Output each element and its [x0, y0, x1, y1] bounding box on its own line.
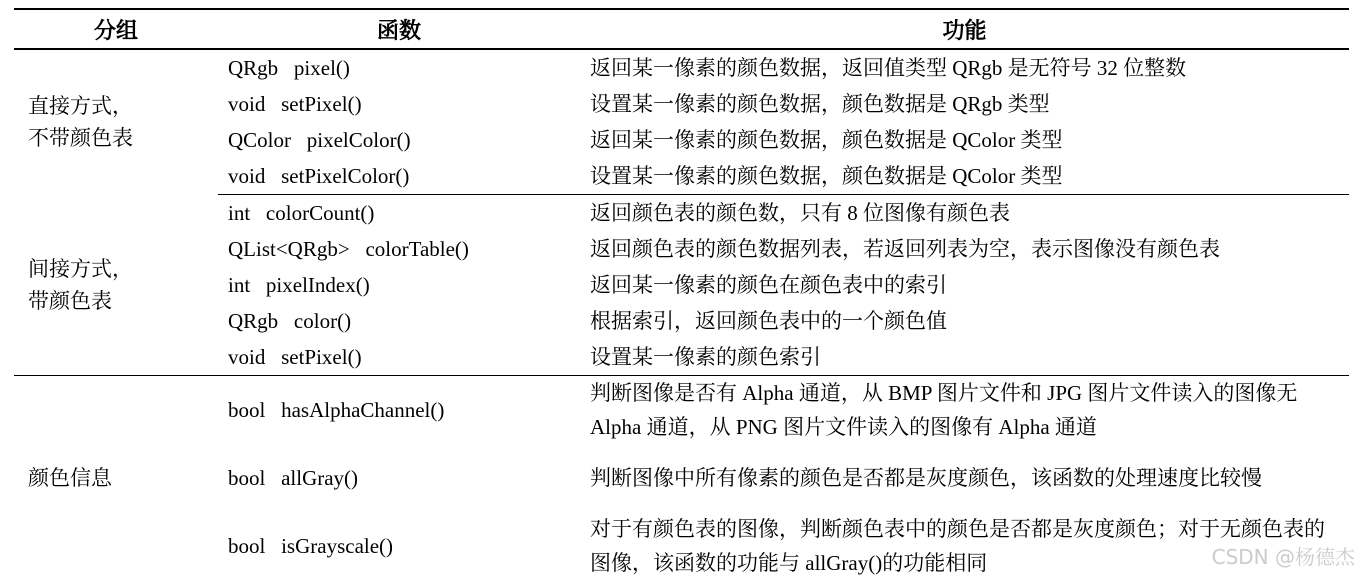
- function-cell: int pixelIndex(): [218, 267, 580, 303]
- header-group: 分组: [14, 9, 218, 49]
- description-cell: 判断图像中所有像素的颜色是否都是灰度颜色，该函数的处理速度比较慢: [580, 444, 1349, 512]
- group-label-line1: 颜色信息: [28, 462, 218, 494]
- description-cell: 返回某一像素的颜色数据，颜色数据是 QColor 类型: [580, 122, 1349, 158]
- group-cell-indirect: [14, 195, 218, 376]
- group-label-line1: 间接方式，: [28, 253, 218, 285]
- function-cell: QRgb color(): [218, 303, 580, 339]
- group-label-line2: 不带颜色表: [28, 122, 218, 154]
- function-cell: bool isGrayscale(): [218, 512, 580, 580]
- table-row: [14, 195, 1349, 232]
- function-cell: void setPixelColor(): [218, 158, 580, 195]
- table-header-row: [14, 9, 1349, 49]
- description-cell: 设置某一像素的颜色数据，颜色数据是 QColor 类型: [580, 158, 1349, 195]
- description-cell: 根据索引，返回颜色表中的一个颜色值: [580, 303, 1349, 339]
- table-row: [14, 376, 1349, 445]
- description-cell: 返回颜色表的颜色数据列表，若返回列表为空，表示图像没有颜色表: [580, 231, 1349, 267]
- table-row: [14, 49, 1349, 86]
- function-cell: QColor pixelColor(): [218, 122, 580, 158]
- image-function-table-container: [14, 8, 1349, 580]
- image-function-table: [14, 8, 1349, 580]
- function-cell: bool allGray(): [218, 444, 580, 512]
- description-cell: 返回某一像素的颜色在颜色表中的索引: [580, 267, 1349, 303]
- group-label-line1: 直接方式，: [28, 90, 218, 122]
- header-description: 功能: [580, 9, 1349, 49]
- description-cell: 返回颜色表的颜色数，只有 8 位图像有颜色表: [580, 195, 1349, 232]
- function-cell: void setPixel(): [218, 86, 580, 122]
- header-function: 函数: [218, 9, 580, 49]
- description-cell: 返回某一像素的颜色数据，返回值类型 QRgb 是无符号 32 位整数: [580, 49, 1349, 86]
- csdn-watermark: CSDN @杨德杰: [1212, 541, 1355, 570]
- function-cell: int colorCount(): [218, 195, 580, 232]
- group-label-line2: 带颜色表: [28, 285, 218, 317]
- group-cell-direct: [14, 49, 218, 195]
- description-cell: 对于有颜色表的图像，判断颜色表中的颜色是否都是灰度颜色；对于无颜色表的图像，该函数的功能与 allGray()的功能相同: [580, 512, 1349, 580]
- description-cell: 设置某一像素的颜色数据，颜色数据是 QRgb 类型: [580, 86, 1349, 122]
- function-cell: QRgb pixel(): [218, 49, 580, 86]
- group-cell-color-info: [14, 376, 218, 580]
- function-cell: QList<QRgb> colorTable(): [218, 231, 580, 267]
- description-cell: 判断图像是否有 Alpha 通道，从 BMP 图片文件和 JPG 图片文件读入的图像无 Alpha 通道，从 PNG 图片文件读入的图像有 Alpha 通道: [580, 376, 1349, 445]
- function-cell: bool hasAlphaChannel(): [218, 376, 580, 445]
- description-cell: 设置某一像素的颜色索引: [580, 339, 1349, 376]
- function-cell: void setPixel(): [218, 339, 580, 376]
